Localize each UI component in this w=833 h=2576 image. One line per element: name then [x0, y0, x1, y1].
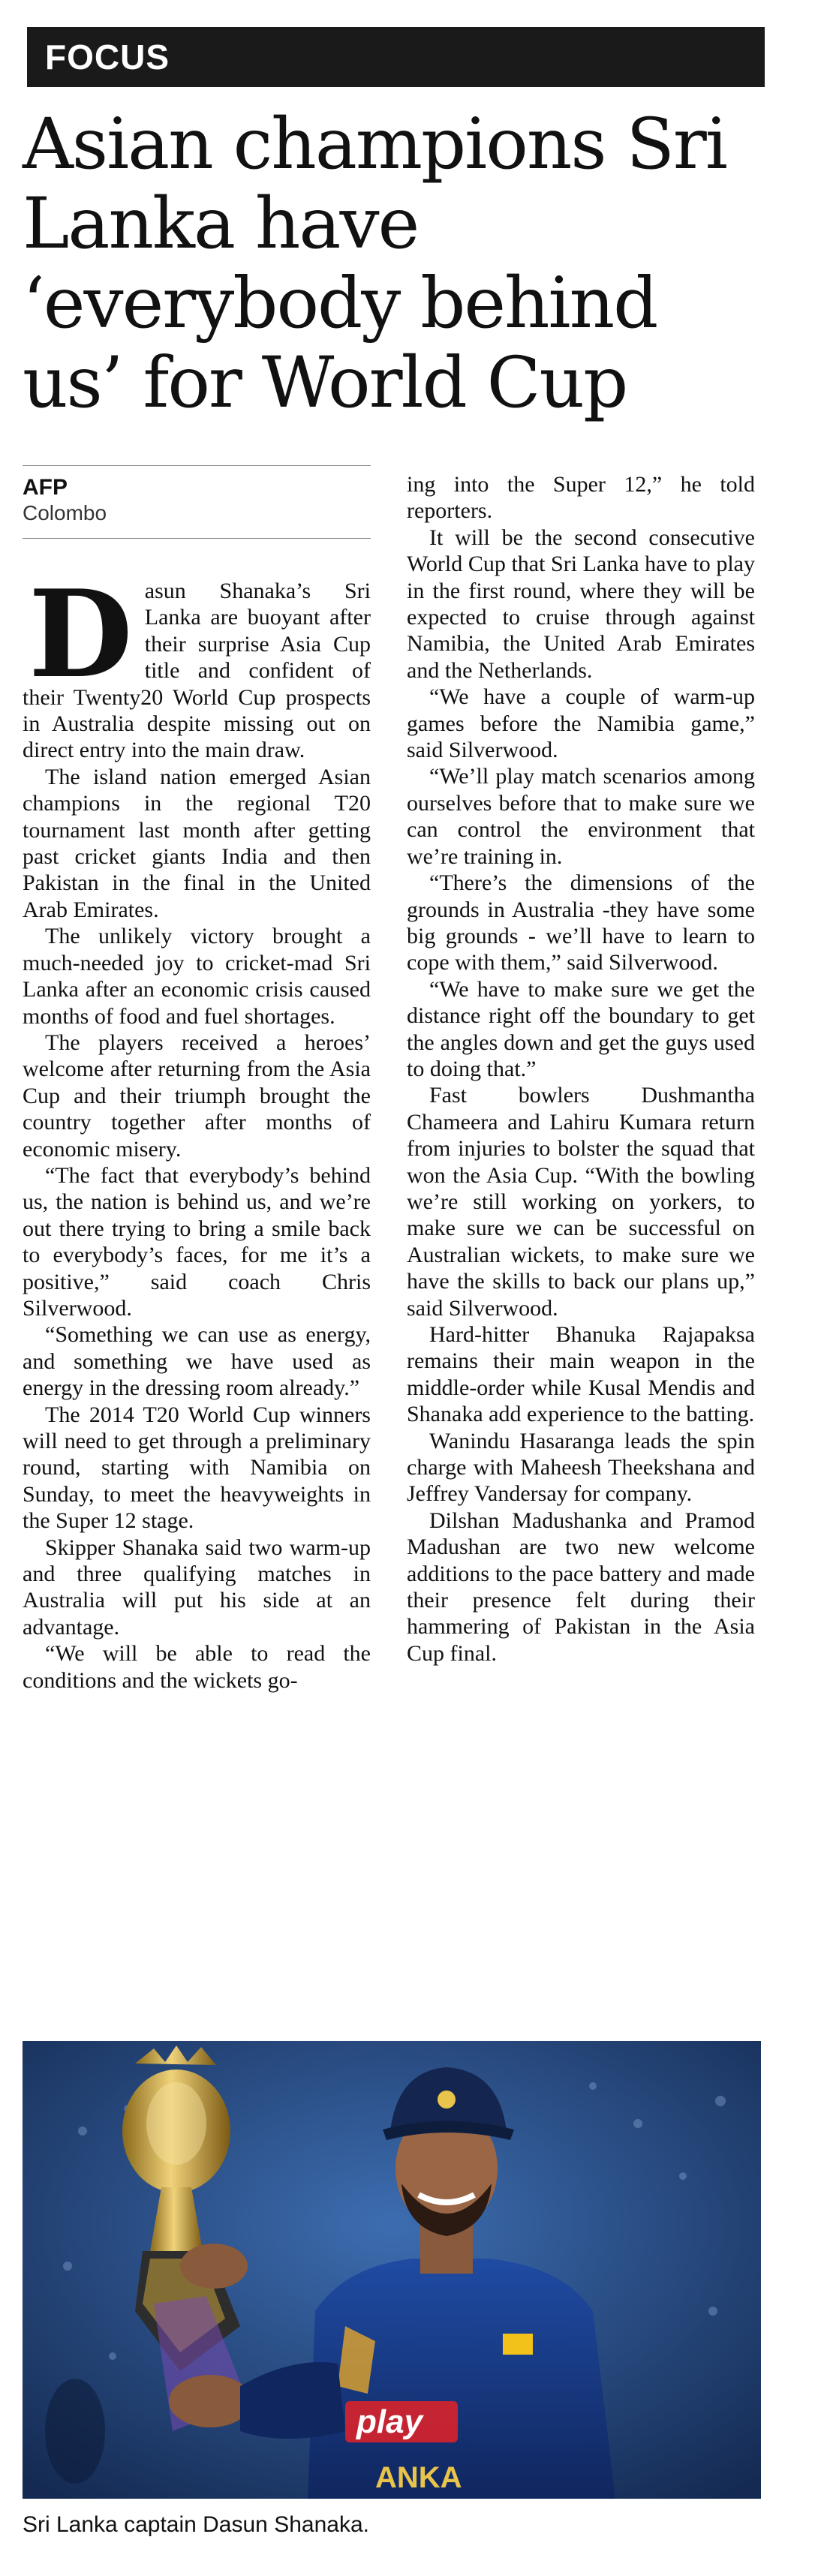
article-paragraph: Wanindu Hasaranga leads the spin charge with Maheesh Theekshana and Jeffrey Vandersay for company.	[407, 1428, 755, 1507]
article-paragraph: “We will be able to read the conditions and the wickets go-	[23, 1641, 371, 1693]
jersey-team-text: ANKA	[375, 2461, 462, 2494]
article-paragraph: Dasun Shanaka’s Sri Lanka are buoyant after their surprise Asia Cup title and confident of their Twenty20 World Cup prospects in Australia despite missing out on direct entry into the main draw.	[23, 564, 371, 763]
photo-caption: Sri Lanka captain Dasun Shanaka.	[23, 2512, 369, 2537]
article-paragraph: “We have a couple of warm-up games before the Namibia game,” said Silverwood.	[407, 684, 755, 763]
article-photo	[23, 2041, 761, 2499]
article-paragraph: It will be the second consecutive World Cup that Sri Lanka have to play in the first round, where they will be expected to cruise through against Namibia, the United Arab Emirates and the Netherlands.	[407, 525, 755, 683]
drop-cap: D	[29, 564, 133, 705]
article-paragraph: The unlikely victory brought a much-needed joy to cricket-mad Sri Lanka after an economic crisis caused months of food and fuel shortages.	[23, 924, 371, 1029]
article-paragraph: The island nation emerged Asian champions in the regional T20 tournament last month after getting past cricket giants India and then Pakistan in the final in the United Arab Emirates.	[23, 764, 371, 922]
article-paragraph: ing into the Super 12,” he told reporters.	[407, 472, 755, 524]
article-paragraph: “We have to make sure we get the distance right off the boundary to get the angles down and get the guys used to doing that.”	[407, 976, 755, 1081]
article-paragraph: Dilshan Madushanka and Pramod Madushan are two new welcome additions to the pace battery and made their presence felt during their hammering of Pakistan in the Asia Cup final.	[407, 1507, 755, 1666]
article-paragraph: Skipper Shanaka said two warm-up and three qualifying matches in Australia will put his side at an advantage.	[23, 1534, 371, 1640]
jersey-sponsor-text: play	[356, 2403, 423, 2440]
article-paragraph: “The fact that everybody’s behind us, the nation is behind us, and we’re out there trying to bring a smile back to everybody’s faces, for me it’s a positive,” said coach Chris Silverwood.	[23, 1162, 371, 1321]
photo-illustration	[23, 2041, 761, 2499]
article-column-right	[407, 471, 755, 1667]
article-paragraph: The 2014 T20 World Cup winners will need to get through a preliminary round, starting with Namibia on Sunday, to meet the heavyweights in the Super 12 stage.	[23, 1402, 371, 1534]
headline: Asian champions Sri Lanka have ‘everybody behind us’ for World Cup	[23, 104, 726, 424]
byline	[23, 465, 371, 539]
article-paragraph: Fast bowlers Dushmantha Chameera and Lahiru Kumara return from injuries to bolster the squad that won the Asia Cup. “With the bowling we’re still working on yorkers, to make sure we can be successful on Australian wickets, to make sure we have the skills to back our plans up,” said Silverwood.	[407, 1083, 755, 1321]
section-banner: FOCUS	[27, 27, 765, 87]
article-paragraph: “Something we can use as energy, and something we have used as energy in the dressing room already.”	[23, 1322, 371, 1401]
article-paragraph: The players received a heroes’ welcome after returning from the Asia Cup and their triumph brought the country together after months of economic misery.	[23, 1029, 371, 1162]
article-paragraph: “We’ll play match scenarios among ourselves before that to make sure we can control the environment that we’re training in.	[407, 764, 755, 869]
article-paragraph: Hard-hitter Bhanuka Rajapaksa remains their main weapon in the middle-order while Kusal Mendis and Shanaka add experience to the batting.	[407, 1322, 755, 1427]
byline-dateline: Colombo	[23, 501, 107, 525]
byline-agency: AFP	[23, 475, 68, 500]
article-paragraph: “There’s the dimensions of the grounds in Australia -they have some big grounds - we’ll have to learn to cope with them,” said Silverwood.	[407, 870, 755, 975]
article-column-left	[23, 564, 371, 1694]
